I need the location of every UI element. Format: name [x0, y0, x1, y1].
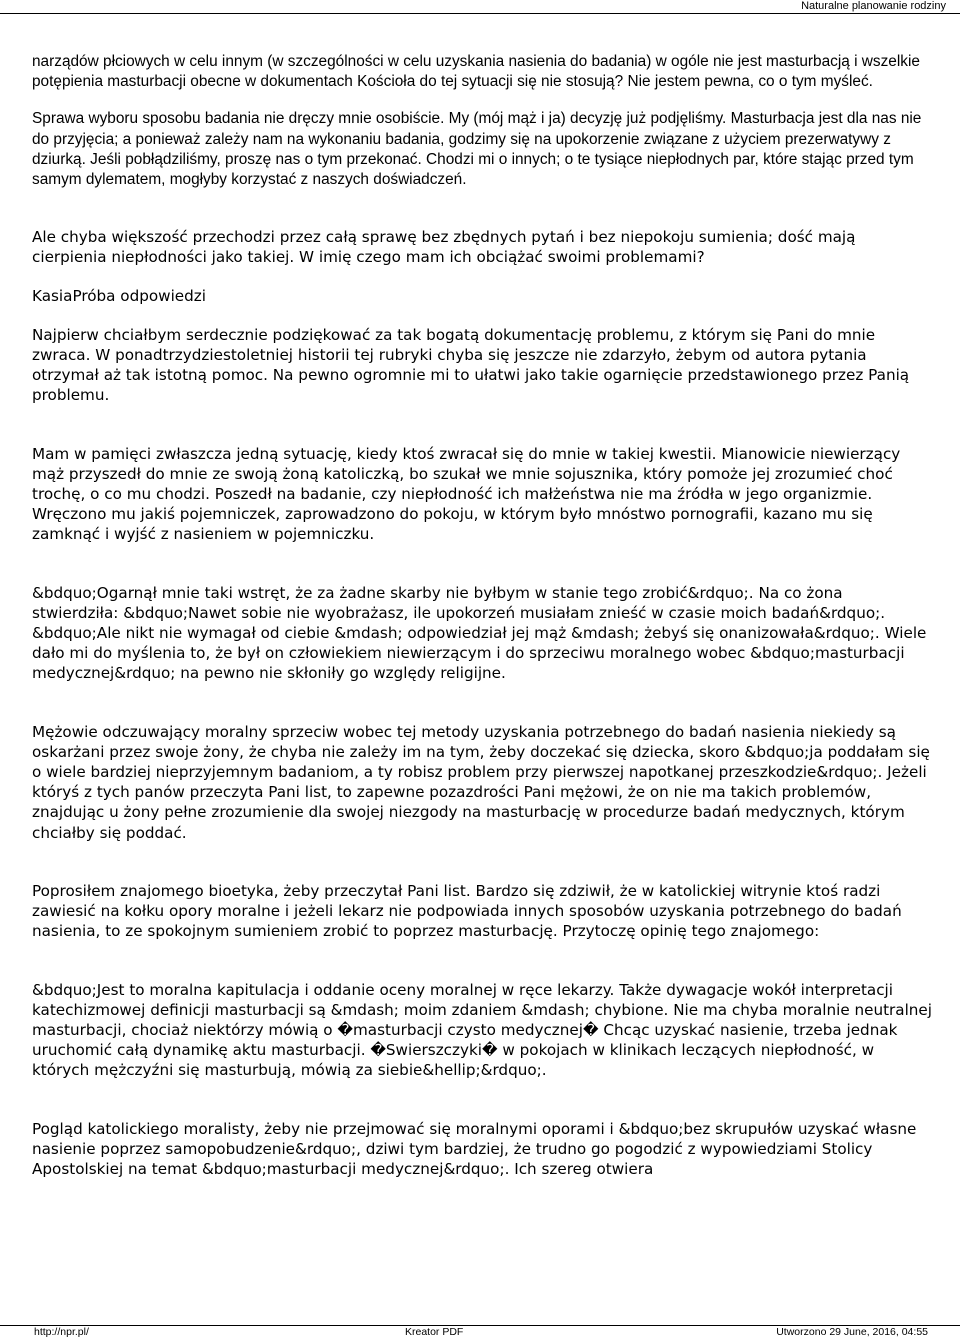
paragraph: Najpierw chciałbym serdecznie podziękować za tak bogatą dokumentację problemu, z którym się Pani do mnie zwraca. W ponadtrzydziestoletniej historii tej rubryki chyba się jeszcze nie zdarzyło, żebym od autora pytania otrzymał aż tak istotną pomoc. Na pewno ogromnie mi to ułatwi jako takie ogarnięcie przedstawionego przez Panią problemu.	[32, 325, 910, 405]
paragraph: Pogląd katolickiego moralisty, żeby nie przejmować się moralnymi oporami i &bdquo;bez skrupułów uzyskać własne nasienie poprzez samopobudzenie&rdquo;, dziwi tym bardziej, że trudno go pogodzić z wypowiedziami Stolicy Apostolskiej na temat &bdquo;masturbacji medycznej&rdquo;. Ich szereg otwiera	[32, 1119, 917, 1178]
article-body	[32, 52, 932, 1179]
paragraph: narządów płciowych w celu innym (w szczególności w celu uzyskania nasienia do badania) w ogóle nie jest masturbacją i wszelkie potępienia masturbacji obecne w dokumentach Kościoła do tej sytuacji się nie stosują? Nie jestem pewna, co o tym myśleć.	[32, 53, 920, 91]
paragraph: Sprawa wyboru sposobu badania nie dręczy mnie osobiście. My (mój mąż i ja) decyzję już podjęliśmy. Masturbacja jest dla nas nie do przyjęcia; a ponieważ zależy nam na wykonaniu badania, godzimy się na upokorzenie związane z użyciem prezerwatywy z dziurką. Jeśli pobłądziliśmy, proszę nas o tym przekonać. Chodzi mi o innych; o te tysiące niepłodnych par, które stając przed tym samym dylematem, mogłyby korzystać z naszych doświadczeń.	[32, 110, 922, 189]
paragraph: Mężowie odczuwający moralny sprzeciw wobec tej metody uzyskania potrzebnego do badań nasienia niekiedy są oskarżani przez swoje żony, że chyba nie zależy im na tym, żeby doczekać się dziecka, skoro &bdquo;ja poddałam się o wiele bardziej nieprzyjemnym badaniom, a ty robisz problem przy pierwszej napotkanej przeszkodzie&rdquo;. Jeżeli któryś z tych panów przeczyta Pani list, to zapewne pozazdrości Pani mężowi, że on nie ma takich problemów, znajdując u żony pełne zrozumienie dla swojej niezgody na masturbację w procedurze badań medycznych, którym chciałby się poddać.	[32, 722, 930, 842]
footer-creator: Kreator PDF	[405, 1326, 464, 1338]
footer-url[interactable]: http://npr.pl/	[34, 1326, 89, 1338]
footer-created-date: Utworzono 29 June, 2016, 04:55	[776, 1326, 928, 1338]
paragraph: KasiaPróba odpowiedzi	[32, 286, 206, 305]
header-title: Naturalne planowanie rodziny	[801, 0, 946, 12]
paragraph: Mam w pamięci zwłaszcza jedną sytuację, kiedy ktoś zwracał się do mnie w takiej kwestii. Mianowicie niewierzący mąż przyszedł do mnie ze swoją żoną katoliczką, bo szukał we mnie sojusznika, który pomoże jej zrozumieć choć trochę, o co mu chodzi. Poszedł na badanie, czy niepłodność ich małżeństwa nie ma źródła w jego organizmie. Wręczono mu jakiś pojemniczek, zaprowadzono do pokoju, w którym było mnóstwo pornografii, kazano mu się zamknąć i wyjść z nasieniem w pojemniczku.	[32, 444, 901, 544]
paragraph: Ale chyba większość przechodzi przez całą sprawę bez zbędnych pytań i bez niepokoju sumienia; dość mają cierpienia niepłodności jako takiej. W imię czego mam ich obciążać swoimi problemami?	[32, 228, 856, 267]
header-divider	[0, 13, 960, 14]
paragraph: &bdquo;Jest to moralna kapitulacja i oddanie oceny moralnej w ręce lekarzy. Także dywagacje wokół interpretacji katechizmowej definicji masturbacji są &mdash; moim zdaniem &mdash; chybione. Nie ma chyba moralnie neutralnej masturbacji, chociaż niektórzy mówią o �masturbacji czysto medycznej� Chcąc uzyskać nasienie, trzeba jednak uruchomić całą dynamikę aktu masturbacji. �Swierszczyki� w pokojach w klinikach leczących niepłodność, w których mężczyźni się masturbują, mówią za siebie&hellip;&rdquo;.	[32, 980, 933, 1080]
paragraph: &bdquo;Ogarnął mnie taki wstręt, że za żadne skarby nie byłbym w stanie tego zrobić&rdquo;. Na co żona stwierdziła: &bdquo;Nawet sobie nie wyobrażasz, ile upokorzeń musiałam znieść w czasie moich badań&rdquo;. &bdquo;Ale nikt nie wymagał od ciebie &mdash; odpowiedział jej mąż &mdash; żebyś się onanizowała&rdquo;. Wiele dało mi do myślenia to, że był on człowiekiem niewierzącym i do sprzeciwu moralnego wobec &bdquo;masturbacji medycznej&rdquo; na pewno nie skłoniły go względy religijne.	[32, 583, 927, 683]
paragraph: Poprosiłem znajomego bioetyka, żeby przeczytał Pani list. Bardzo się zdziwił, że w katolickiej witrynie ktoś radzi zawiesić na kołku opory moralne i jeżeli lekarz nie podpowiada innych sposobów uzyskania potrzebnego do badań nasienia, to ze spokojnym sumieniem zrobić to poprzez masturbację. Przytoczę opinię tego znajomego:	[32, 881, 902, 941]
footer	[0, 1326, 960, 1338]
